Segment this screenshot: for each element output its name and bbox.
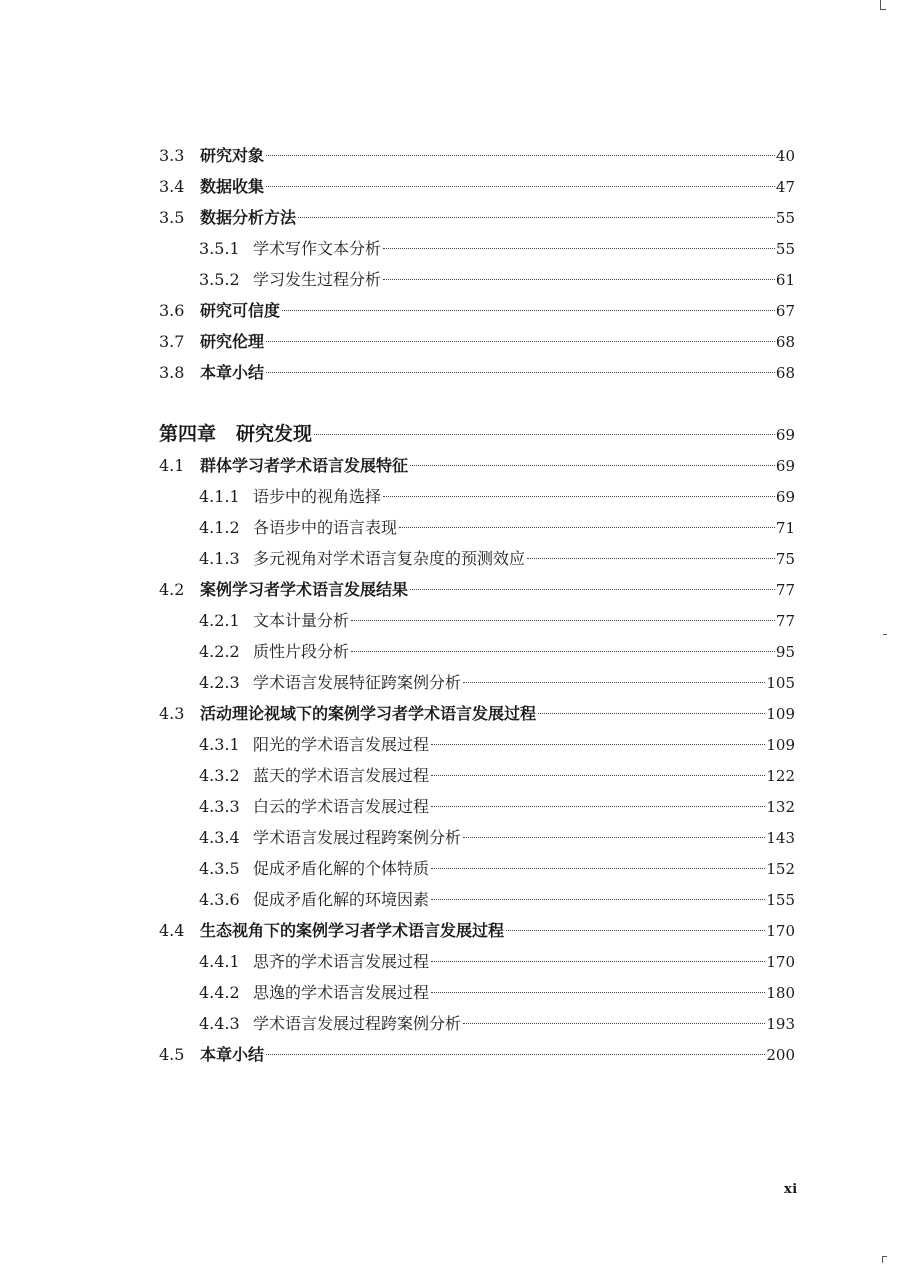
toc-subsection-entry[interactable] xyxy=(159,1008,795,1039)
toc-entry-title: 各语步中的语言表现 xyxy=(253,518,398,537)
toc-section-entry[interactable] xyxy=(159,140,795,171)
toc-entry-page: 180 xyxy=(766,984,795,1002)
toc-entry-page: 71 xyxy=(775,519,795,537)
toc-dot-leader xyxy=(431,806,765,807)
toc-entry-title: 群体学习者学术语言发展特征 xyxy=(200,456,409,475)
toc-dot-leader xyxy=(463,837,765,838)
toc-entry-title: 数据分析方法 xyxy=(200,208,297,227)
toc-dot-leader xyxy=(527,558,775,559)
toc-entry-number: 4.3.2 xyxy=(199,766,240,785)
toc-subsection-entry[interactable] xyxy=(159,667,795,698)
toc-subsection-entry[interactable] xyxy=(159,946,795,977)
toc-section-entry[interactable] xyxy=(159,171,795,202)
toc-subsection-entry[interactable] xyxy=(159,543,795,574)
toc-entry-number: 4.4.1 xyxy=(199,952,240,971)
toc-entry-title: 思逸的学术语言发展过程 xyxy=(253,983,430,1002)
toc-entry-number: 4.4.3 xyxy=(199,1014,240,1033)
toc-entry-title: 白云的学术语言发展过程 xyxy=(253,797,430,816)
toc-spacer xyxy=(159,388,795,419)
toc-dot-leader xyxy=(431,899,765,900)
toc-section-entry[interactable] xyxy=(159,202,795,233)
toc-entry-page: 77 xyxy=(775,612,795,630)
toc-subsection-entry[interactable] xyxy=(159,853,795,884)
toc-entry-title: 质性片段分析 xyxy=(253,642,350,661)
toc-entry-page: 170 xyxy=(766,953,795,971)
toc-entry-title: 思齐的学术语言发展过程 xyxy=(253,952,430,971)
toc-subsection-entry[interactable] xyxy=(159,729,795,760)
toc-dot-leader xyxy=(463,682,765,683)
toc-entry-page: 132 xyxy=(766,798,795,816)
toc-entry-page: 122 xyxy=(766,767,795,785)
toc-entry-page: 68 xyxy=(775,364,795,382)
toc-entry-number: 4.3.4 xyxy=(199,828,240,847)
toc-dot-leader xyxy=(431,992,765,993)
toc-entry-title: 案例学习者学术语言发展结果 xyxy=(200,580,409,599)
toc-entry-number: 3.8 xyxy=(159,363,185,382)
toc-dot-leader xyxy=(383,279,775,280)
toc-entry-number: 3.5 xyxy=(159,208,185,227)
toc-section-entry[interactable] xyxy=(159,295,795,326)
toc-entry-page: 69 xyxy=(775,488,795,506)
toc-entry-number: 4.1.2 xyxy=(199,518,240,537)
toc-entry-page: 155 xyxy=(766,891,795,909)
toc-subsection-entry[interactable] xyxy=(159,884,795,915)
toc-entry-page: 105 xyxy=(766,674,795,692)
toc-dot-leader xyxy=(266,186,775,187)
toc-dot-leader xyxy=(431,961,765,962)
toc-dot-leader xyxy=(266,372,775,373)
toc-entry-title: 生态视角下的案例学习者学术语言发展过程 xyxy=(200,921,505,940)
toc-entry-number: 4.4 xyxy=(159,921,185,940)
toc-entry-title: 学术写作文本分析 xyxy=(253,239,382,258)
toc-entry-title: 促成矛盾化解的环境因素 xyxy=(253,890,430,909)
toc-entry-number: 4.2.2 xyxy=(199,642,240,661)
toc-entry-title: 活动理论视域下的案例学习者学术语言发展过程 xyxy=(200,704,537,723)
toc-entry-title: 本章小结 xyxy=(200,1045,265,1064)
toc-entry-page: 193 xyxy=(766,1015,795,1033)
toc-entry-number: 3.4 xyxy=(159,177,185,196)
toc-entry-number: 4.3.3 xyxy=(199,797,240,816)
toc-dot-leader xyxy=(298,217,775,218)
toc-dot-leader xyxy=(383,496,775,497)
toc-entry-page: 69 xyxy=(775,457,795,475)
toc-dot-leader xyxy=(383,248,775,249)
toc-entry-title: 学术语言发展过程跨案例分析 xyxy=(253,1014,462,1033)
toc-entry-page: 61 xyxy=(775,271,795,289)
toc-dot-leader xyxy=(538,713,765,714)
toc-entry-page: 170 xyxy=(766,922,795,940)
toc-entry-title: 本章小结 xyxy=(200,363,265,382)
toc-entry-title: 研究可信度 xyxy=(200,301,281,320)
toc-subsection-entry[interactable] xyxy=(159,481,795,512)
toc-subsection-entry[interactable] xyxy=(159,233,795,264)
crop-mark-top-right xyxy=(880,0,886,10)
toc-entry-title: 研究伦理 xyxy=(200,332,265,351)
toc-entry-page: 47 xyxy=(775,178,795,196)
toc-subsection-entry[interactable] xyxy=(159,977,795,1008)
toc-dot-leader xyxy=(351,620,775,621)
toc-subsection-entry[interactable] xyxy=(159,791,795,822)
toc-dot-leader xyxy=(431,744,765,745)
toc-subsection-entry[interactable] xyxy=(159,512,795,543)
toc-subsection-entry[interactable] xyxy=(159,264,795,295)
toc-entry-number: 4.3.1 xyxy=(199,735,240,754)
toc-section-entry[interactable] xyxy=(159,574,795,605)
toc-entry-page: 200 xyxy=(766,1046,795,1064)
page-number: xi xyxy=(784,1182,798,1197)
toc-dot-leader xyxy=(410,465,775,466)
toc-section-entry[interactable] xyxy=(159,326,795,357)
toc-dot-leader xyxy=(266,1054,765,1055)
toc-dot-leader xyxy=(506,930,765,931)
toc-section-entry[interactable] xyxy=(159,357,795,388)
toc-entry-number: 4.5 xyxy=(159,1045,185,1064)
toc-entry-title: 学习发生过程分析 xyxy=(253,270,382,289)
toc-entry-number: 4.1.3 xyxy=(199,549,240,568)
toc-entry-title: 研究发现 xyxy=(236,423,313,445)
toc-dot-leader xyxy=(431,775,765,776)
toc-entry-number: 4.2.1 xyxy=(199,611,240,630)
toc-entry-page: 40 xyxy=(775,147,795,165)
toc-dot-leader xyxy=(431,868,765,869)
toc-entry-number: 4.3.6 xyxy=(199,890,240,909)
toc-section-entry[interactable] xyxy=(159,698,795,729)
toc-dot-leader xyxy=(314,434,775,435)
toc-subsection-entry[interactable] xyxy=(159,636,795,667)
toc-entry-page: 143 xyxy=(766,829,795,847)
toc-entry-title: 数据收集 xyxy=(200,177,265,196)
toc-entry-title: 文本计量分析 xyxy=(253,611,350,630)
toc-subsection-entry[interactable] xyxy=(159,605,795,636)
toc-dot-leader xyxy=(282,310,775,311)
toc-entry-title: 多元视角对学术语言复杂度的预测效应 xyxy=(253,549,526,568)
toc-section-entry[interactable] xyxy=(159,450,795,481)
toc-entry-title: 促成矛盾化解的个体特质 xyxy=(253,859,430,878)
toc-entry-number: 3.3 xyxy=(159,146,185,165)
toc-entry-page: 69 xyxy=(775,426,795,444)
toc-dot-leader xyxy=(463,1023,765,1024)
toc-entry-title: 蓝天的学术语言发展过程 xyxy=(253,766,430,785)
toc-entry-number: 4.1.1 xyxy=(199,487,240,506)
toc-entry-number: 4.2.3 xyxy=(199,673,240,692)
toc-chapter-entry[interactable] xyxy=(159,419,795,450)
toc-entry-number: 4.4.2 xyxy=(199,983,240,1002)
crop-mark-middle-right xyxy=(883,634,887,635)
toc-entry-number: 3.5.1 xyxy=(199,239,240,258)
toc-entry-number: 4.1 xyxy=(159,456,185,475)
toc-entry-title: 学术语言发展特征跨案例分析 xyxy=(253,673,462,692)
toc-entry-number: 4.3.5 xyxy=(199,859,240,878)
crop-mark-bottom-right xyxy=(882,1256,887,1263)
toc-entry-title: 阳光的学术语言发展过程 xyxy=(253,735,430,754)
toc-entry-page: 75 xyxy=(775,550,795,568)
toc-dot-leader xyxy=(351,651,775,652)
toc-subsection-entry[interactable] xyxy=(159,822,795,853)
toc-section-entry[interactable] xyxy=(159,1039,795,1070)
toc-entry-number: 3.6 xyxy=(159,301,185,320)
toc-entry-page: 55 xyxy=(775,240,795,258)
toc-entry-number: 第四章 xyxy=(159,423,217,445)
toc-dot-leader xyxy=(266,341,775,342)
toc-entry-number: 4.2 xyxy=(159,580,185,599)
toc-entry-number: 4.3 xyxy=(159,704,185,723)
toc-entry-page: 55 xyxy=(775,209,795,227)
toc-entry-page: 152 xyxy=(766,860,795,878)
table-of-contents xyxy=(159,140,795,1070)
toc-entry-page: 77 xyxy=(775,581,795,599)
toc-dot-leader xyxy=(399,527,775,528)
toc-entry-title: 学术语言发展过程跨案例分析 xyxy=(253,828,462,847)
toc-subsection-entry[interactable] xyxy=(159,760,795,791)
toc-entry-page: 109 xyxy=(766,736,795,754)
toc-entry-number: 3.7 xyxy=(159,332,185,351)
toc-entry-page: 109 xyxy=(766,705,795,723)
toc-entry-page: 95 xyxy=(775,643,795,661)
toc-entry-title: 研究对象 xyxy=(200,146,265,165)
toc-entry-page: 68 xyxy=(775,333,795,351)
toc-section-entry[interactable] xyxy=(159,915,795,946)
toc-dot-leader xyxy=(410,589,775,590)
toc-dot-leader xyxy=(266,155,775,156)
toc-entry-number: 3.5.2 xyxy=(199,270,240,289)
toc-entry-page: 67 xyxy=(775,302,795,320)
toc-entry-title: 语步中的视角选择 xyxy=(253,487,382,506)
